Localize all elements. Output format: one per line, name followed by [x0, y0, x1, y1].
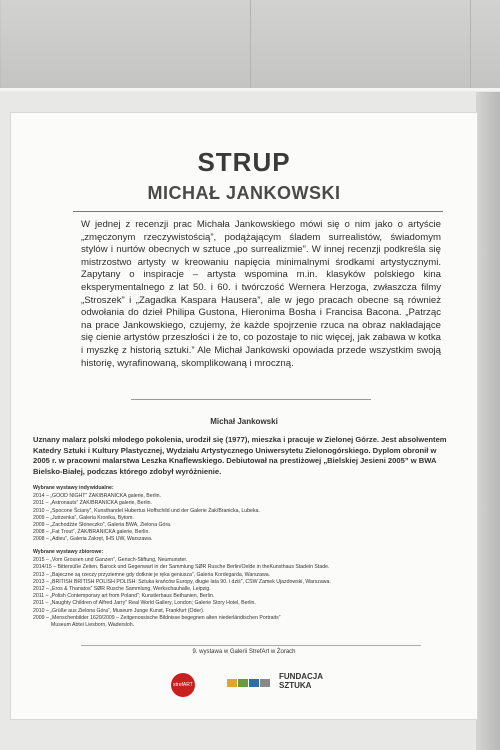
- list-item: 2013 – „BRITISH BRITISH POLISH POLISH: Sztuka krańców Europy, długie lata 90. i dziś”, CSW Zamek Ujazdowski, Warszawa.: [33, 578, 331, 585]
- list-item: 2010 – „Spocone Ściany”, Kunsthandel Hubertus Hoffschild und der Galerie Żak/Branicka, Lubeka.: [33, 507, 260, 514]
- list-item: Museum Abtei Liesborn, Wadersloh.: [51, 622, 135, 629]
- partner-logo: [227, 679, 271, 693]
- wall-background: [0, 0, 500, 95]
- list-item: 2008 – „Adieu”, Galeria Zakręt, IHS UW, Warszawa.: [33, 536, 153, 543]
- list-item: 2010 – „Grüße aus Zielona Góra”, Museum Junge Kunst, Frankfurt (Oder).: [33, 607, 205, 614]
- list-item: 2009 – „Zachodźże Słoneczko”, Galeria BWA, Zielona Góra.: [33, 522, 172, 529]
- solo-heading: Wybrane wystawy indywidualne:: [33, 485, 114, 491]
- bio-heading: Michał Jankowski: [210, 417, 278, 426]
- list-item: 2011 – „Astronauts” ŻAK/BRANICKA galerie, Berlin.: [33, 500, 152, 507]
- logo-bar: [249, 679, 259, 687]
- poster-title: STRUP: [197, 147, 291, 177]
- sponsor-logos: [11, 669, 477, 699]
- frame-side: [476, 92, 500, 750]
- wall-seam: [250, 0, 251, 92]
- list-item: 2011 – „Naughty Children of Alfred Jarry” Real World Gallery, London; Galerie Story Hotel, Berlin.: [33, 600, 256, 607]
- group-heading: Wybrane wystawy zbiorowe:: [33, 549, 104, 555]
- sztuka-label: SZTUKA: [279, 681, 312, 690]
- solo-exhibitions: [33, 485, 463, 544]
- logo-bar: [238, 679, 248, 687]
- divider: [81, 645, 421, 646]
- review-text: W jednej z recenzji prac Michała Jankowskiego mówi się o nim jako o artyście „zmęczonym rzeczywistością”, podążającym śladem surrealistów, świadomym stylów i nurtów obecnych w sztuce „po surrealizmie”. W innej recenzji podkreśla się mistrzostwo artysty w kreowaniu napięcia minimalnymi środkami artystycznymi. Zapytany o inspiracje – artysta wspomina m.in. klasyków polskiego kina eksperymentalnego z lat 50. i 60. i twórczość Wernera Herzoga, zwłaszcza filmy „Stroszek” i „Zagadka Kaspara Hausera”, ale w jego pracach obecne są również odwołania do dzieł Philipa Gustona, Hieronima Bosha i Francisa Bacona. „Patrząc na prace Jankowskiego, czujemy, że każde spojrzenie rzuca na obraz nakładające się cienie artystów przeszłości i że to, co pozostaje to nic więcej, jak zabawa w kotka i myszkę z historią sztuki.” Ale Michał Jankowski opowiada przede wszystkim swoją historię, wyrafinowaną, skomplikowaną i mroczną.: [81, 219, 441, 369]
- list-item: 2011 – „Polish Contemporary art from Poland”; Kunstlerhaus Bethanien, Berlin.: [33, 593, 215, 600]
- logo-bar: [227, 679, 237, 687]
- list-item: 2008 – „Fat Trout”, ŻAK/BRANICKA galerie, Berlin.: [33, 529, 150, 536]
- list-item: 2009 – „Jutrzenka”, Galeria Kronika, Bytom.: [33, 514, 134, 521]
- poster: [10, 112, 478, 720]
- poster-author: MICHAŁ JANKOWSKI: [147, 183, 341, 203]
- fundacja-sztuka-logo: [279, 672, 323, 690]
- logo-bar: [260, 679, 270, 687]
- divider: [73, 211, 443, 212]
- list-item: 2014/15 – Bittersüße Zeiten. Barock und Gegenwart in der Sammlung SØR Rusche Berlin/Oelde in theKunsthaus Stadein Stade.: [33, 564, 330, 571]
- fundacja-label: FUNDACJA: [279, 672, 323, 681]
- list-item: 2012 – „Eros & Thanatos” SØR Rusche Sammlung, Werkschauhalle, Leipzig.: [33, 586, 211, 593]
- list-item: 2009 – „Menschenbilder 1620/2009 – Zeitgenossische Bildnisse begegnen alten niederländischen Portraits”: [33, 614, 281, 621]
- group-exhibitions: [33, 549, 463, 629]
- strefart-logo: strefART: [171, 673, 195, 697]
- list-item: 2013 – „Bajeczne są rzeczy przyziemne gdy dotknie je ręka geniusza”, Galeria Kordegarda, Warszawa.: [33, 571, 271, 578]
- divider: [131, 399, 371, 400]
- list-item: 2015 – „Vom Grossen und Ganzen”, Gerisch-Stiftung, Neumunster.: [33, 557, 188, 564]
- bio-text: Uznany malarz polski młodego pokolenia, urodził się (1977), mieszka i pracuje w Zielonej Górze. Jest absolwentem Katedry Sztuki i Kultury Plastycznej, Wydziału Artystycznego Uniwersytetu Zielonogórskiego. Dyplom obronił w 2005 r. w pracowni malarstwa Leszka Knaflewskiego. Debiutował na prestiżowej „Bielskiej Jesieni 2005” w BWA Bielsko-Białej, podczas którego zdobył wyróżnienie.: [33, 435, 447, 476]
- list-item: 2014 – „GOOD NIGHT” ŻAK/BRANICKA galerie, Berlin.: [33, 493, 161, 500]
- wall-seam: [470, 0, 471, 92]
- footer-note: 9. wystawa w Galerii StrefArt w Żorach: [192, 649, 296, 655]
